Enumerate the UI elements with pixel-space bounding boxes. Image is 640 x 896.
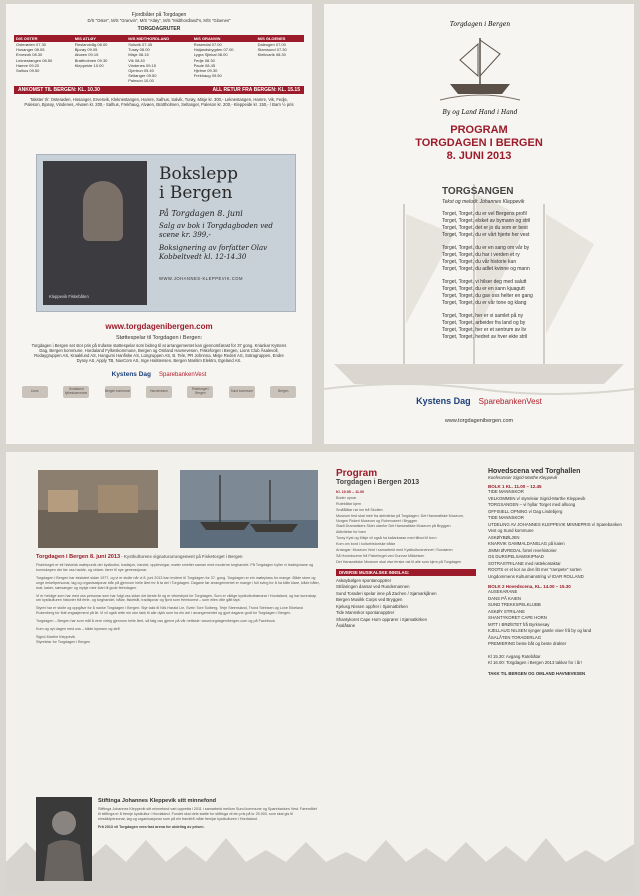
bolk1-item: ASKØYBØLJEN xyxy=(488,534,520,540)
ferry-cell: Paleson 10.00 xyxy=(128,78,154,84)
sponsor-logo: Lions xyxy=(22,386,48,398)
ferry-cell: Kleikvarik 08.30 xyxy=(257,52,286,58)
thanks-line: TAKK TIL BERGEN OG OMLAND HAVNEVESEN xyxy=(488,670,586,676)
song-line: Torget, Torget, du vår historie kan xyxy=(442,259,517,265)
bolk2-item: ASKØY STRILANE xyxy=(488,608,525,614)
kleppevik-portrait-photo xyxy=(36,797,92,881)
bolk1-item: TORGSANGEN – vi hyllar Torget med allsong xyxy=(488,502,576,507)
ferry-cell: Lygra Sjiekal 08.00 xyxy=(193,52,228,58)
ferry-cell: Hjelme 09.30 xyxy=(193,68,218,74)
program-column xyxy=(336,468,476,630)
article-kicker: - Kystkulturens signaturarrangement på Fisketorget i Bergen xyxy=(120,554,243,559)
stiftelse-note: Frå 2013 vil Torgdagen vera fast arena for utdeling av prisen. xyxy=(98,824,205,829)
ferry-cell: Alvøen 09.15 xyxy=(74,52,99,58)
main-stage-host: Konferansier Sigrid-Marthe Kleppevik xyxy=(488,475,558,480)
harbour-boats-photo xyxy=(180,470,318,548)
music-item: Sund Toraderi spelar inne på Zachen / Sjømarkjånen xyxy=(336,590,437,596)
book-sale: Salg av bok i Torgdagboden ved scene kr. 399,- xyxy=(159,222,273,239)
book-signing: Boksignering av forfatter Olav Kobbeltvedt kl. 12-14.30 xyxy=(159,244,268,261)
program-subheading: Torgdagen i Bergen 2013 xyxy=(336,479,420,486)
program-item: Kl. 10.00 – 11.00 xyxy=(336,490,365,494)
ferry-column-header: M/S GLOENES xyxy=(256,35,304,42)
right-website-link[interactable]: www.torgdagenibergen.com xyxy=(444,418,514,424)
song-verse xyxy=(442,313,622,341)
torgdagen-emblem xyxy=(428,14,532,120)
ferry-fare-note: Takster t/r: Osterøden, Hosanger, Ervesvik, Kleknestangen, Hamre, Salhus, Salvik, Turøy, Misje kr. 300,- Leknestangen, Hamre, Vik, Fedje, Paleson, Bjorøy, Vindenes, Alvøen kr. 200,- Salhus, Frekhaug, Alvøen, Brattholmen, Seltanger, Paleson kr. 200,- Kleppeide kr. 150,- / Barn ½ pris xyxy=(24,96,294,107)
ferry-cell xyxy=(192,78,256,83)
bottom-panel xyxy=(6,452,634,892)
bolk1-item: ROOTS er et kor av den litt mer "rampete" sorten xyxy=(488,567,582,572)
book-ad-text xyxy=(159,165,291,281)
article-paragraph: Sigrid-Marthe Kleppevik Styreleiar for Torgdagen i Bergen xyxy=(36,634,91,644)
ferry-cell: Fleslandvåg 08.00 xyxy=(74,42,108,47)
book-cover-portrait xyxy=(83,181,123,241)
ferry-table-header xyxy=(14,35,304,42)
stiftelse-column xyxy=(98,798,320,830)
song-line: Torget, Torget, du adlet kvinne og mann xyxy=(442,266,530,272)
ship-hull-icon xyxy=(450,84,510,94)
article-paragraph: Fisketorget er eit historisk møtepunkt der kystkultur, tradisjon, handel, opplevingar, møter smelter saman med moderne torghandel. På Torgdagen hyller vi tradisjonane og kunnskapen der før oss hadde, og vidare- fører til nye generasjonar. xyxy=(36,563,314,572)
song-verse xyxy=(442,211,622,239)
bryggen-skyline-illustration xyxy=(6,832,634,892)
song-verses xyxy=(442,211,622,341)
ferry-cell: Brattholmen 09.30 xyxy=(74,57,108,63)
book-title-line2: i Bergen xyxy=(159,183,233,203)
program-item: Kom om bord i kulturhistoriske båtar xyxy=(336,542,396,547)
bolk2-heading: BOLK 2 Hovedscena, KL. 14.00 – 15.30 xyxy=(488,584,571,589)
bolk1-item: OS DURSPELSAMSKIPNAD xyxy=(488,554,544,559)
program-item: Museum fest skal meir fra aktivitetar på Torgdagen: Det Hanseatiske Museum, Norges Fiskeri Museum og Ruinmuseet i Bryggen xyxy=(336,513,464,523)
main-stage-column xyxy=(488,468,628,677)
ferry-cell: Rosendal 07.00 xyxy=(193,42,222,47)
right-logos xyxy=(324,396,634,406)
program-item: Aktivitetar for barn xyxy=(336,530,366,535)
music-item: Bergen Musikk Corps ved Bryggen xyxy=(336,597,403,603)
song-line: Torget, Torget, elsket av bymann og stril xyxy=(442,218,531,224)
sponsor-logo: Hordaland fylkeskommune xyxy=(63,386,89,398)
bolk1-item: JIMMI ØVREDAL fortel revehistorier xyxy=(488,547,557,553)
article-column xyxy=(36,554,321,645)
sparebanken-logo-large: SparebankenVest xyxy=(478,396,542,406)
article-paragraph: Torgdagen i Bergen har eksistert sidan 1977, og vi er stolte når vi 8. juni 2013 kan invitere til Torgdagen for 37. gong. Torgdagen er ein møteplass for mange. Både store og unge enkeltpersonar, lag og organisasjonar står på gjennom heile året for å ta del i Torgdagen. Dagane før arrangementet er mange i full sving for å ha båte klare, både båter, mat, kaker, særsanger og mykje meir klart til gode feiredagen. xyxy=(36,575,320,590)
ferry-cell: Ervesvik 08.30 xyxy=(16,52,43,58)
closing-item: Kl 16.00: Torgdagen i Bergen 2013 takkar for i år! xyxy=(488,660,582,665)
ferry-cell: Daleogen 07.00 xyxy=(257,42,286,47)
ferry-column-header: M/S MIDTHORDLAND xyxy=(126,35,191,42)
sponsor-logo: Sund kommune xyxy=(229,386,255,398)
book-web[interactable]: WWW.JOHANNES-KLEPPEVIK.COM xyxy=(159,276,243,281)
main-logos xyxy=(6,371,312,378)
song-line: Torget, Torget, arbeider fra land og by xyxy=(442,320,526,326)
music-item: Shantykoret Cape Horn opprører i Sjømatkirken xyxy=(336,616,427,622)
music-item: Tide Mannskor spontanopptrer xyxy=(336,610,395,616)
sponsors-title: Støttespelar til Torgdagen i Bergen: xyxy=(115,335,203,341)
bolk1-items xyxy=(488,489,628,580)
song-line: Torget, Torget, her er vi samlet på ny xyxy=(442,313,524,319)
program-item: SmåBåtar rør inn frå Skolten xyxy=(336,507,383,512)
article-paragraph: Vi er heldige som har med oss personar som har fulgt oss sidan dei første år og er vitnesbyrd for Torgdagen. Som er viktige kystkulturbærarar i Hordaland, og har kunnskap om kystkulturen historier frå ferie- og torghandel, båtar, fiskebåt, tradisjonar og fjord som fremkomst – som elles ville gått tapt. xyxy=(36,593,317,603)
program-item: Så Hovedscene frå Fiskeforget ved Gunnar Mikkelsen xyxy=(336,553,425,558)
music-item: Askøybølgen spontanopptrer xyxy=(336,577,392,583)
top-right-panel xyxy=(324,4,634,444)
song-line: Torget, Torget, du er vel Bergens profil xyxy=(442,211,527,217)
ferry-arrival: ANKOMST TIL BERGEN: KL. 10.30 xyxy=(18,86,100,93)
bolk1-item: VELKOMMEN v/ styreleiar Sigrid-Marthe Kleppevik xyxy=(488,495,586,501)
song-line: Torget, Torget, du er vår tone og klang xyxy=(442,300,527,306)
book-date: På Torgdagen 8. juni xyxy=(159,209,243,218)
book-cover-caption: Kleppevik Fiskebåten xyxy=(49,294,89,299)
song-line: Torget, Torget, du har i verden et ry xyxy=(442,252,520,258)
music-items xyxy=(336,578,476,630)
small-logos-row xyxy=(14,386,304,398)
book-ad xyxy=(36,154,296,312)
ferry-table xyxy=(14,35,304,84)
ferry-cell: Vindenes 09.15 xyxy=(128,62,156,68)
event-title: TORGDAGEN I BERGEN xyxy=(415,137,543,149)
song-title: TORGSANGEN xyxy=(442,186,514,197)
ferry-cell: Hamre 09.20 xyxy=(16,62,40,68)
bolk2-item: SHANTYKORET CAPE HORN xyxy=(488,615,547,620)
ferry-cell: Seltanger 09.50 xyxy=(128,73,157,79)
sparebanken-logo: SparebankenVest xyxy=(159,371,207,378)
emblem-motto: By og Land Hand i Hand xyxy=(442,109,518,116)
song-verse xyxy=(442,279,622,307)
main-stage-heading: Hovedscena ved Torghallen xyxy=(488,468,581,475)
sponsor-logo: Bergen kommune xyxy=(105,386,131,398)
sponsor-logo: Bergen xyxy=(270,386,296,398)
ferry-cell: Paule 08.45 xyxy=(193,62,216,68)
program-item: Det Hanseatiske Museum skal vise ferske ost til alle som kjem på Torgdagen xyxy=(336,559,462,564)
ferry-table-body xyxy=(14,42,304,84)
bolk2-item: AUSEKARANE xyxy=(488,589,518,594)
bolk1-heading: BOLK 1 KL. 11.00 – 12.45 xyxy=(488,484,542,489)
song-line: Torget, Torget, du gav oss helter en gang xyxy=(442,293,533,299)
ferry-cell: Salhus 09.50 xyxy=(16,68,40,74)
ferry-column-header: M/S GRANVIN xyxy=(192,35,256,42)
ferry-cell: Misje 08.15 xyxy=(128,52,149,58)
song-line: Torget, Torget, du er vårt hjerte her vest xyxy=(442,232,530,238)
program-label: PROGRAM xyxy=(450,124,508,136)
bolk1-item: OFFISIELL OPNING v/ Dag Lindebjerg xyxy=(488,508,563,514)
bolk2-item: ÅSALÅTEN TORADERLAG xyxy=(488,634,542,640)
ferry-column-header: M/S ATLØY xyxy=(73,35,127,42)
kystens-dag-logo: Kystens Dag xyxy=(111,371,151,378)
ferry-cell: Bjorøy 09.05 xyxy=(74,47,98,53)
bolk2-item: PREMIERING beste båt og beste drakter xyxy=(488,641,567,646)
closing-items xyxy=(488,654,628,667)
bolk1-item: TIDE MANNSKOR xyxy=(488,515,524,520)
event-date: 8. JUNI 2013 xyxy=(446,150,512,162)
ferry-cell: Vik 08.40 xyxy=(128,57,145,63)
music-item: Kjelusg Nissen oppfrer i Sjømatbirken xyxy=(336,603,408,609)
song-verse xyxy=(442,245,622,273)
ferry-intro: Fjordbåter på Torgdagen xyxy=(131,12,187,18)
ferry-times-bar xyxy=(14,86,304,94)
bolk2-item: SUND TREKKSPELKLUBB xyxy=(488,602,541,607)
music-item: Strilaringen dansar ved Rundemannen xyxy=(336,584,410,590)
ferry-cell: Osterøden 07.30 xyxy=(16,42,47,47)
song-line: Torget, Torget, her er et sentrum av liv xyxy=(442,327,527,333)
program-items xyxy=(336,490,476,565)
bolk2-items xyxy=(488,589,628,648)
ferry-boats: D/S "Oster", M/S "Granvin", M/S "Atløy", M/S "Midthordland"s, M/S "Gloenes" xyxy=(87,18,231,23)
sponsor-logo: Havnevesen xyxy=(146,386,172,398)
bolk1-item: KNARVIK GAMMALDANSLAG på kaien xyxy=(488,541,565,546)
ferry-table-row xyxy=(14,78,304,83)
ferry-departure: ALL RETUR FRA BERGEN: KL. 15.15 xyxy=(212,86,300,93)
ferry-cell xyxy=(256,78,304,83)
music-bar: DIVERSE MUSIKALSKE INNSLAG: xyxy=(336,569,476,576)
music-item: Åsalåtane xyxy=(336,623,356,629)
sponsors-text: Torgdagen i Bergen set stor pris på trufaste støttespelar som bidreg til at arrangementet kan gjennomførast for 37 gong. Kriankar Kystens Dag, Bergen kommune, Hordaland Fylkeskommune, Bergen og Omland Havnevesen, Fiskeforget i Bergen, Lions Club Åsalevoll, Rodaygruppen AS, Kraaklund AS, Hangumi Hanfiske AS, Lüngruppen AS, B. Tele, PR Johnnna, Misje Rederi AS, Sotragruppen, Endre Dyrøy AS, Apply TB, NavCom AS, Inge Halstensen, Bergen Maritim Elektro, Egeland AS. xyxy=(31,343,287,363)
bolk1-item: UTDELING AV JOHANNES KLEPPEVIK MINNEPRIS v/ Sparebanken Vest og Sund kommune xyxy=(488,521,622,533)
stiftelse-heading: Stiftinga Johannes Kleppevik sitt minnefond xyxy=(98,798,217,804)
stiftelse-text: Stiftinga Johannes Kleppevik sitt minnefond vart oppretta i 2011 i samarbeid mellom Sund kommune og Sparebanken Vest. Føremålet til stiftinga er å fremje kystkultur i Hordaland. Fondet skal dele støtte for stiftinga vil ein pris på kr 25.000, som skal gis til einskildpersonar, lag og organisasjonar som på ein framifrå måte fremjar kystkulturen i Hordaland. xyxy=(98,807,317,821)
ferry-cell: Fedje 08.30 xyxy=(193,57,215,63)
song-line: Torget, Torget, hedret av hver ekte stril xyxy=(442,334,528,340)
ferry-cell: Kleppeide 10.00 xyxy=(74,62,104,68)
program-item: Turay Kyst og Misje vil også ha kallarkasse med tilbod til born xyxy=(336,536,437,541)
torgsangen-song xyxy=(442,186,622,341)
song-credit: Tekst og melodi: Johannes Kleppevik xyxy=(442,199,525,205)
ferry-cell: Hosanger 08.05 xyxy=(16,47,45,53)
book-cover-image xyxy=(43,161,147,305)
bolk1-item: Ungdommens Kulturmønstring v/ IDAR ROLLAND xyxy=(488,573,584,579)
closing-item: Kl 15.30: Avgang Rutebåtar xyxy=(488,653,541,659)
book-title-line1: Bokslepp xyxy=(159,164,239,184)
program-heading: Program xyxy=(336,468,378,479)
program-item: Stadt Dramatisers Skier utanfor Det Hanseatiske Museum på Bryggen xyxy=(336,524,451,529)
market-photo xyxy=(38,470,158,548)
ferry-cell: Solsvik 07.45 xyxy=(128,42,153,47)
program-title-block xyxy=(324,124,634,163)
ferry-cell: Gjertrun 09.40 xyxy=(128,68,154,74)
article-body xyxy=(36,563,321,645)
ferry-cell: Stamsund 07.30 xyxy=(257,47,287,53)
ferry-cell xyxy=(73,78,127,83)
ferry-routes-title: TORGDAGRUTER xyxy=(137,26,181,32)
ferry-column-header: D/S OSTER xyxy=(14,35,73,42)
song-line: Torget, Torget, du er en sang om vår by xyxy=(442,245,530,251)
bolk2-item: MITT I BRØSTET frå Byrknesøy xyxy=(488,621,550,627)
kystens-dag-logo-large: Kystens Dag xyxy=(416,396,471,406)
song-line: Torget, Torget, det er jo du som er best xyxy=(442,225,528,231)
program-item: Arrangør: Museum Vest i samarbeid med Kystkulturarvinnet i Sundøren xyxy=(336,548,453,553)
article-paragraph: Styret har er stolte og oppgåve for å nanke Torgdagen i Bergen. Styr takk til Nils Harald Lie, Svein Tore Solberg, Terje Steensland, Trond Steinsen og Lone Eikeland Rubenberg for flott engasjement på år. Vi vil også rette ein stor takk til alle dykk som ha ein del i arrangementet og gjort dagane godt for Torgdagen i Bergen. xyxy=(36,606,304,616)
article-heading: Torgdagen i Bergen 8. juni 2013 xyxy=(36,554,121,560)
ferry-cell: Frekhaug 09.50 xyxy=(193,73,222,79)
bolk1-item: SOTRASTRILANE med rattekontaktar xyxy=(488,560,561,566)
bolk2-item: KJELLAUG NILSEN synger gamle viser frå by og land xyxy=(488,628,592,633)
bolk1-item: TIDE MANNSKOR xyxy=(488,489,524,494)
bolk2-item: DANS PÅ KAIEN xyxy=(488,595,521,601)
program-item: Rutebåtar kjem xyxy=(336,501,362,506)
song-line: Torget, Torget, vi hilser deg med salutt xyxy=(442,279,527,285)
sponsor-logo: Fisketorget i Bergen xyxy=(187,386,213,398)
song-line: Torget, Torget, du er en sann kjuagutt xyxy=(442,286,525,292)
ferry-cell xyxy=(14,78,73,83)
program-item: Boder opnar xyxy=(336,495,357,500)
ferry-cell: Haljandsbygden 07.00 xyxy=(193,47,234,53)
website-link[interactable]: www.torgdagenibergen.com xyxy=(105,322,213,331)
article-paragraph: Kom og nyt dagen med oss – både bymann og stril! xyxy=(36,627,121,632)
article-paragraph: Torgdagen – Bergen har som mål å vere vidrig gjennom heile året, så følg oss gjerne på vår nettside: www.torgdagenibergen.com og på Facebook. xyxy=(36,619,276,624)
top-left-panel xyxy=(6,4,312,444)
ferry-cell: Leknestangen 08.50 xyxy=(16,57,53,63)
ferry-cell: Turøy 08.00 xyxy=(128,47,150,53)
emblem-title: Torgdagen i Bergen xyxy=(449,21,511,28)
